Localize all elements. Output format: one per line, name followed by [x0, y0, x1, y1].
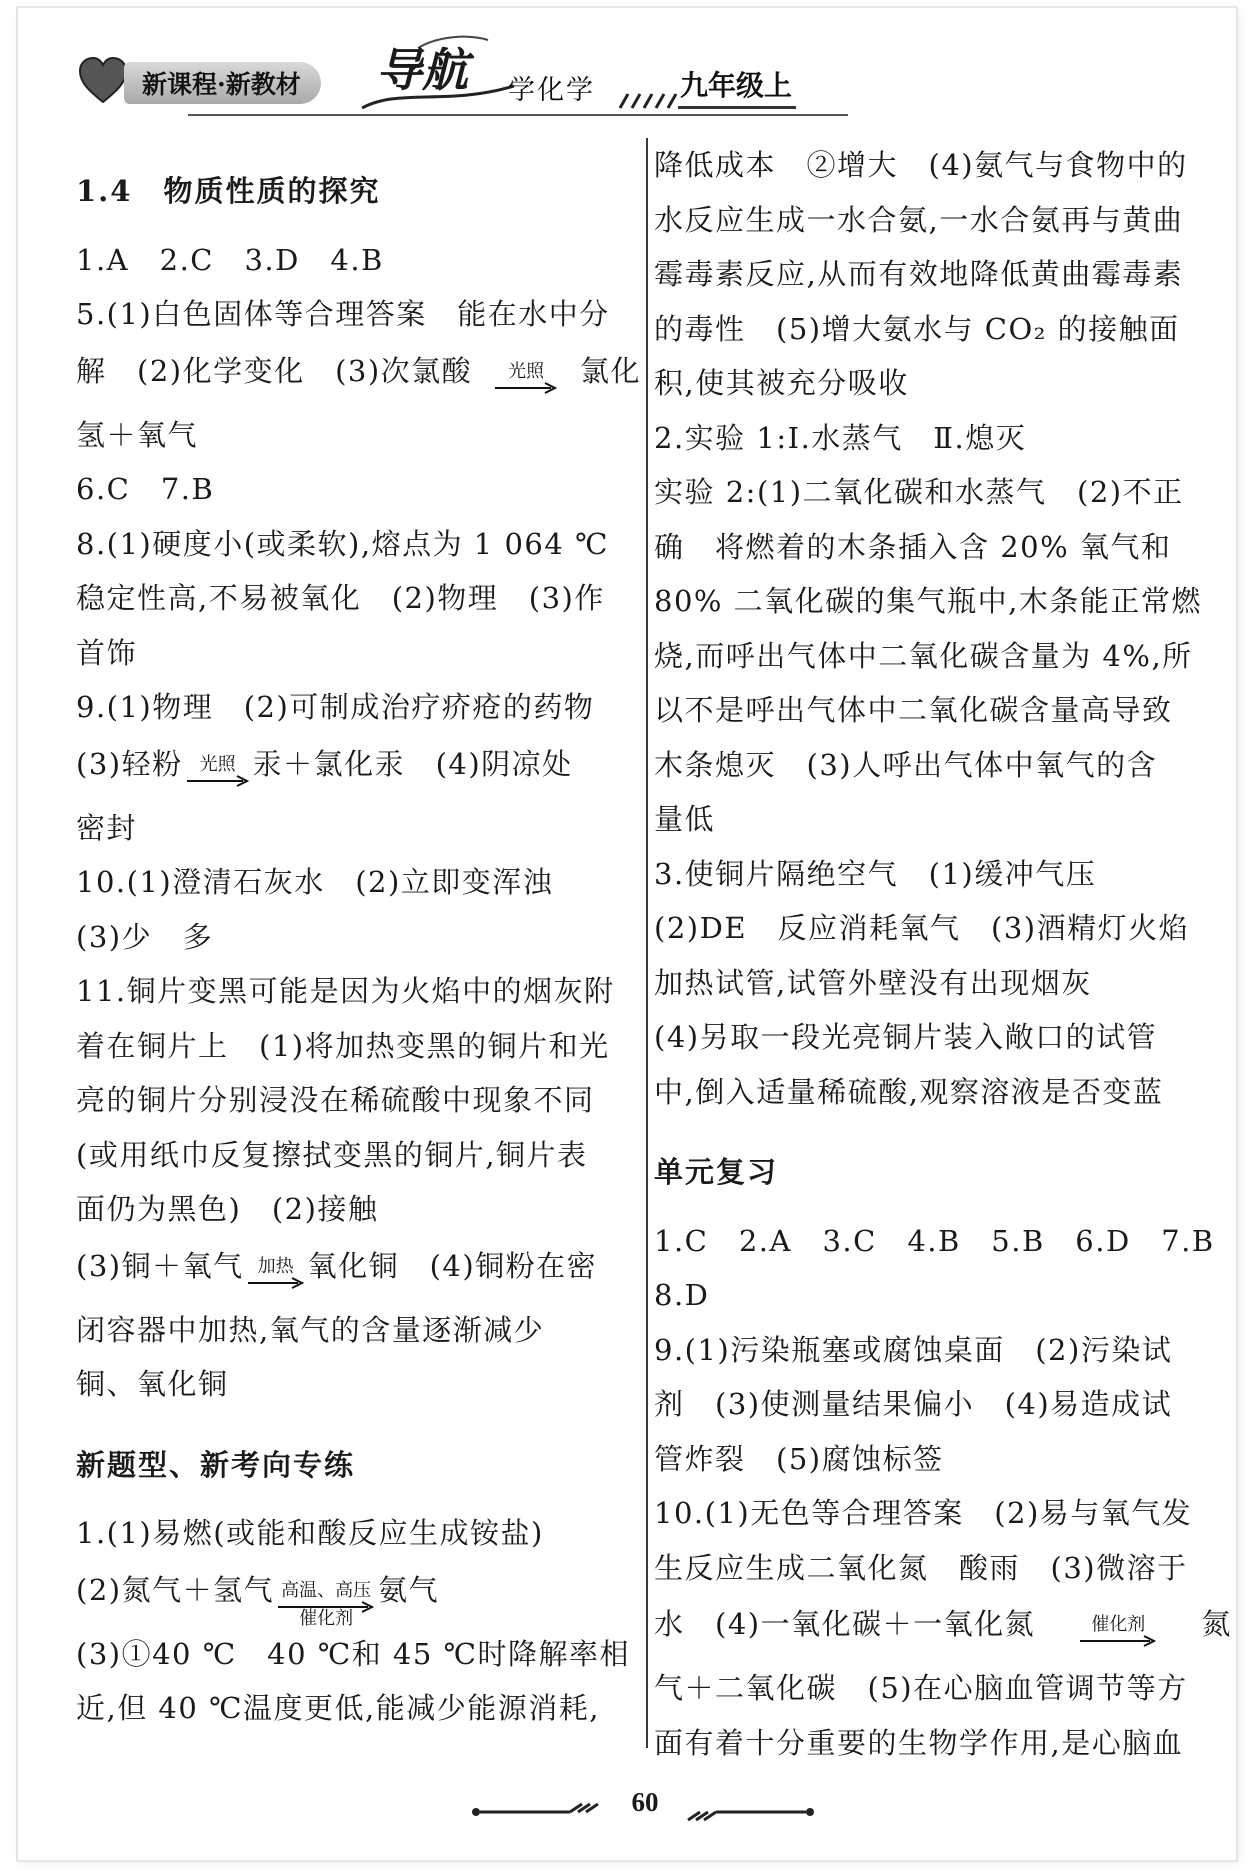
reaction-arrow	[248, 1257, 304, 1289]
reaction-condition: 加热	[257, 1255, 294, 1277]
page	[18, 8, 1236, 1860]
answer-line: 剂 (3)使测量结果偏小 (4)易造成试	[654, 1387, 1173, 1421]
reaction-arrow	[1080, 1615, 1156, 1647]
page-number: 60	[631, 1787, 659, 1817]
answer-line: 8.(1)硬度小(或柔软),熔点为 1 064 ℃	[76, 526, 609, 561]
answer-line: 积,使其被充分吸收	[654, 366, 909, 400]
page-header	[78, 28, 798, 120]
section-title: 新题型、新考向专练	[76, 1447, 356, 1482]
answer-line: 确 将燃着的木条插入含 20% 氧气和	[654, 529, 1172, 564]
answer-line: 首饰	[76, 635, 138, 670]
answer-line: (3)铜＋氧气 加热 氧化铜 (4)铜粉在密	[76, 1237, 641, 1303]
answer-line: (2)DE 反应消耗氧气 (3)酒精灯火焰	[654, 911, 1190, 945]
answer-line: 80% 二氧化碳的集气瓶中,木条能正常燃	[654, 584, 1202, 618]
answer-line: 实验 2:(1)二氧化碳和水蒸气 (2)不正	[654, 475, 1184, 509]
answer-line: 解 (2)化学变化 (3)次氯酸 光照 氯化	[76, 342, 641, 408]
answer-line: 的毒性 (5)增大氨水与 CO₂ 的接触面	[654, 311, 1180, 346]
answer-line: 8.D	[654, 1278, 710, 1312]
answer-line: (3)少 多	[76, 919, 214, 954]
answer-line: 近,但 40 ℃温度更低,能减少能源消耗,	[76, 1691, 600, 1725]
reaction-arrow	[495, 362, 557, 394]
column-divider	[646, 138, 648, 1748]
answer-line: 6.C 7.B	[76, 472, 215, 506]
footer-ornament-right	[676, 1801, 816, 1823]
footer-ornament-left	[470, 1801, 610, 1823]
reaction-arrow	[278, 1579, 374, 1629]
answer-line: 量低	[654, 802, 716, 836]
answer-line: 9.(1)污染瓶塞或腐蚀桌面 (2)污染试	[654, 1332, 1173, 1367]
answer-line: 木条熄灭 (3)人呼出气体中氧气的含	[654, 747, 1158, 782]
answer-line: 面有着十分重要的生物学作用,是心脑血	[654, 1725, 1184, 1760]
answer-line: 氢＋氧气	[76, 417, 199, 452]
subject-label: 学化学	[508, 75, 595, 106]
answer-line: 水 (4)一氧化碳＋一氧化氮 催化剂 氮	[654, 1595, 1232, 1661]
answer-line: 稳定性高,不易被氧化 (2)物理 (3)作	[76, 581, 605, 615]
right-column	[654, 138, 1232, 1770]
answer-line: 2.实验 1:Ⅰ.水蒸气 Ⅱ.熄灭	[654, 420, 1027, 455]
answer-line: (2)氮气＋氢气 高温、高压 催化剂 氨气	[76, 1572, 440, 1629]
grade-label: 九年级上	[678, 64, 796, 109]
header-rule	[188, 114, 848, 116]
answer-line: 铜、氧化铜	[76, 1367, 229, 1401]
answer-line: 1.C 2.A 3.C 4.B 5.B 6.D 7.B	[654, 1223, 1215, 1258]
left-column	[76, 138, 641, 1736]
answer-line: 闭容器中加热,氧气的含量逐渐减少	[76, 1312, 545, 1347]
answer-line: 亮的铜片分别浸没在稀硫酸中现象不同	[76, 1083, 595, 1117]
answer-line: 3.使铜片隔绝空气 (1)缓冲气压	[654, 856, 1097, 891]
answer-line: 降低成本 ②增大 (4)氨气与食物中的	[654, 148, 1188, 182]
answer-line: (或用纸巾反复擦拭变黑的铜片,铜片表	[76, 1137, 588, 1172]
section-title: 单元复习	[654, 1155, 779, 1189]
answer-line: 霉毒素反应,从而有效地降低黄曲霉毒素	[654, 257, 1184, 291]
reaction-condition: 光照	[199, 753, 236, 775]
reaction-condition: 光照	[508, 360, 545, 382]
answer-line: 管炸裂 (5)腐蚀标签	[654, 1441, 944, 1476]
reaction-condition: 高温、高压	[281, 1579, 372, 1601]
answer-line: 5.(1)白色固体等合理答案 能在水中分	[76, 297, 610, 331]
answer-line: 中,倒入适量稀硫酸,观察溶液是否变蓝	[654, 1074, 1164, 1109]
answer-line: 以不是呼出气体中二氧化碳含量高导致	[654, 693, 1173, 727]
answer-line: 水反应生成一水合氨,一水合氨再与黄曲	[654, 202, 1184, 237]
brand-logo	[358, 28, 518, 120]
section-title: 1.4 物质性质的探究	[76, 174, 381, 208]
answer-line: 11.铜片变黑可能是因为火焰中的烟灰附	[76, 974, 615, 1008]
reaction-condition: 催化剂	[299, 1607, 354, 1629]
answer-line: 1.A 2.C 3.D 4.B	[76, 242, 384, 277]
answer-line: (4)另取一段光亮铜片装入敞口的试管	[654, 1020, 1158, 1054]
answer-line: (3)①40 ℃ 40 ℃和 45 ℃时降解率相	[76, 1636, 630, 1671]
series-name: 新课程·新教材	[124, 62, 321, 104]
answer-line: 9.(1)物理 (2)可制成治疗疥疮的药物	[76, 690, 595, 724]
answer-line: 着在铜片上 (1)将加热变黑的铜片和光	[76, 1028, 610, 1063]
answer-line: (3)轻粉 光照 汞＋氯化汞 (4)阴凉处	[76, 735, 641, 801]
answer-line: 烧,而呼出气体中二氧化碳含量为 4%,所	[654, 638, 1193, 673]
brand-text: 导航	[376, 43, 468, 97]
answer-line: 10.(1)澄清石灰水 (2)立即变浑浊	[76, 865, 554, 899]
answer-line: 加热试管,试管外壁没有出现烟灰	[654, 965, 1092, 1000]
answer-line: 气＋二氧化碳 (5)在心脑血管调节等方	[654, 1671, 1188, 1705]
answer-line: 密封	[76, 810, 138, 845]
reaction-arrow	[187, 755, 249, 787]
answer-line: 10.(1)无色等合理答案 (2)易与氧气发	[654, 1496, 1193, 1530]
answer-line: 面仍为黑色) (2)接触	[76, 1192, 379, 1226]
stripes-ornament	[618, 90, 678, 110]
heart-icon	[78, 56, 128, 104]
answer-line: 1.(1)易燃(或能和酸反应生成铵盐)	[76, 1516, 544, 1550]
answer-line: 生反应生成二氧化氮 酸雨 (3)微溶于	[654, 1550, 1188, 1585]
page-footer	[18, 1783, 1236, 1833]
reaction-condition: 催化剂	[1091, 1614, 1146, 1635]
